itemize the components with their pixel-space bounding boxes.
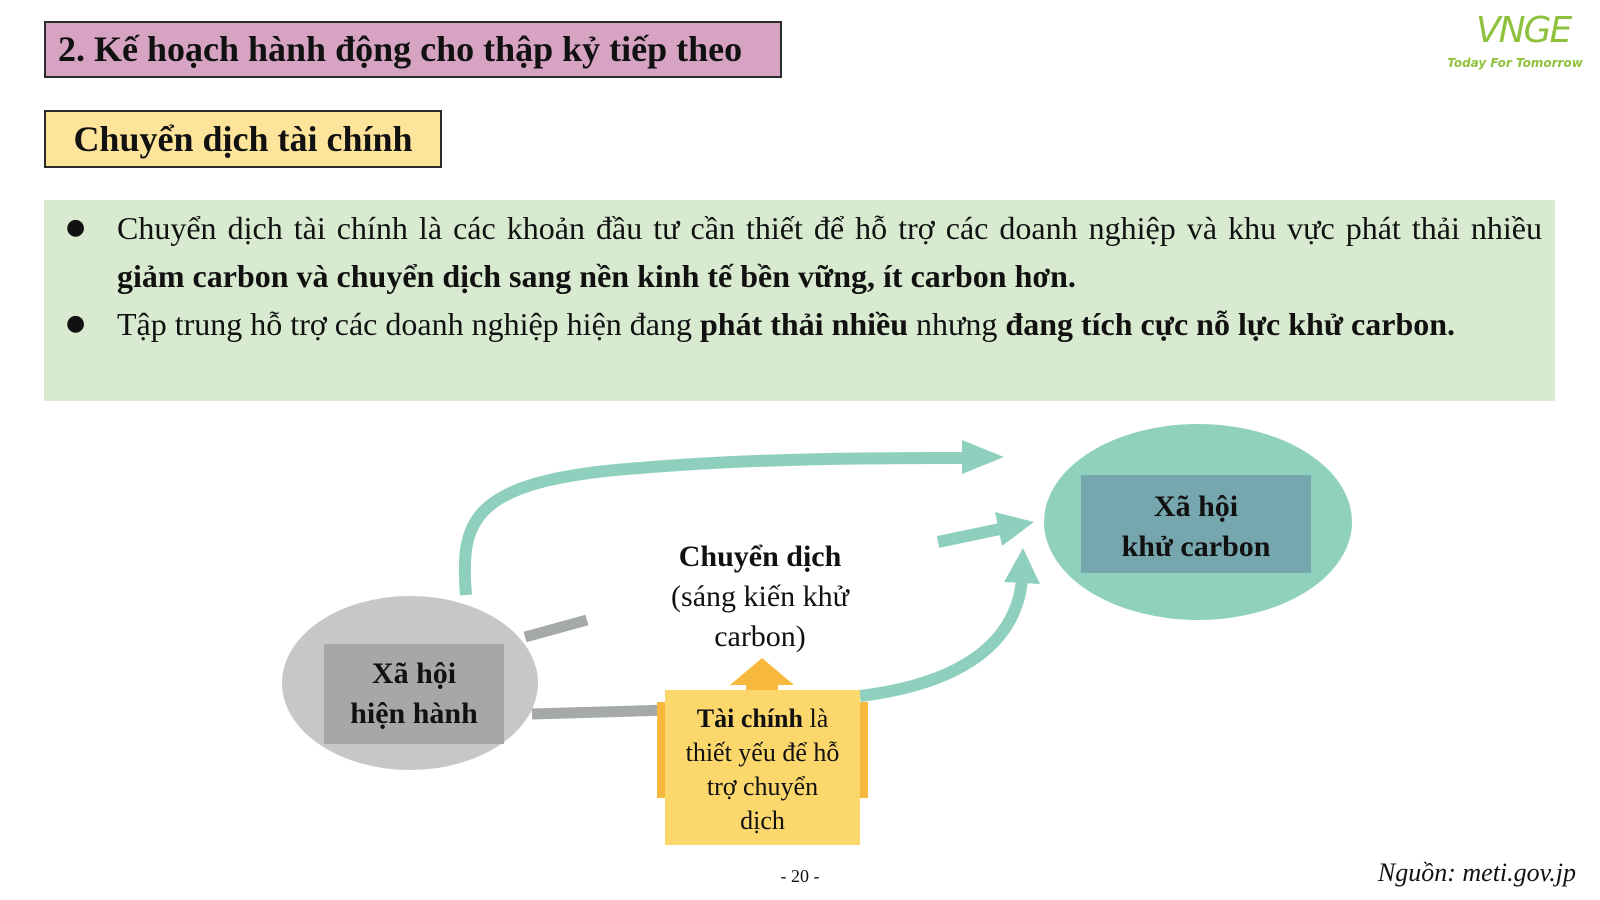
transition-line2: (sáng kiến khử [671, 580, 849, 613]
upper-arrowhead-icon [962, 440, 1004, 474]
decarbonized-society-line1: Xã hội [1153, 490, 1239, 523]
finance-line3: trợ chuyển [706, 772, 819, 801]
transition-line3: carbon) [714, 620, 806, 653]
bullet-bold-text: đang tích cực nỗ lực khử carbon. [1005, 306, 1456, 342]
decarbonized-society-line2: khử carbon [1121, 530, 1271, 563]
source-citation: Nguồn: meti.gov.jp [1377, 858, 1576, 887]
bullet-marker: ● [66, 311, 86, 336]
decarbonized-society-label [1081, 475, 1311, 573]
middle-arrowhead-icon [995, 512, 1034, 546]
logo-tagline: Today For Tomorrow [1447, 56, 1583, 70]
section-subtitle: Chuyển dịch tài chính [44, 110, 442, 168]
finance-line2: thiết yếu để hỗ [685, 738, 840, 767]
finance-bold-text: Tài chính [696, 704, 803, 733]
lower-arrowhead-icon [1004, 548, 1040, 584]
bullet-bold-text: giảm carbon và chuyển dịch sang nền kinh tế bền vững, ít carbon hơn. [117, 258, 1076, 294]
finance-up-arrow-icon [730, 658, 794, 692]
current-society-line2: hiện hành [350, 697, 478, 730]
gray-dash-segment [525, 620, 587, 637]
middle-teal-arrow [938, 529, 1000, 542]
transition-title: Chuyển dịch [678, 540, 842, 573]
current-society-line1: Xã hội [371, 657, 457, 690]
bullet-plain-text: Chuyển dịch tài chính là các khoản đầu tư cần thiết để hỗ trợ các doanh nghiệp và khu vực phát thải nhiều [117, 210, 1542, 246]
bullet-plain-text: Tập trung hỗ trợ các doanh nghiệp hiện đang [117, 306, 700, 342]
slide-title: 2. Kế hoạch hành động cho thập kỷ tiếp theo [44, 21, 782, 78]
transition-label [630, 537, 890, 657]
finance-text: là [802, 704, 829, 733]
page-number: - 20 - [780, 866, 820, 886]
finance-box [665, 690, 860, 845]
current-society-label [324, 644, 504, 744]
bullet-marker: ● [66, 215, 86, 240]
bullet-bold-text: phát thải nhiều [699, 306, 909, 342]
bullet-plain-text: nhưng [908, 306, 1006, 342]
logo-mark: VNGE [1476, 10, 1571, 51]
finance-line4: dịch [740, 806, 785, 835]
gray-lower-path [532, 710, 668, 714]
